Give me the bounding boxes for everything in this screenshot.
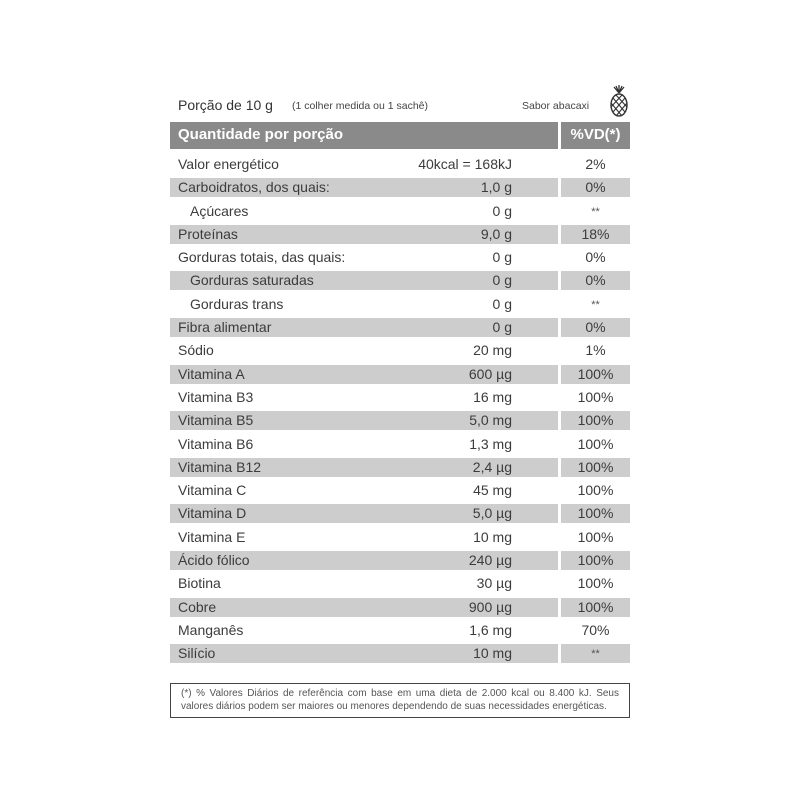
nutrient-name: Açúcares — [190, 202, 249, 219]
table-row — [170, 433, 630, 456]
table-row — [170, 502, 630, 525]
footnote: (*) % Valores Diários de referência com base em uma dieta de 2.000 kcal ou 8.400 kJ. Seus valores diários podem ser maiores ou menores dependendo de suas necessidades energéticas. — [170, 683, 630, 718]
table-row — [170, 596, 630, 619]
nutrient-rows — [170, 149, 630, 666]
nutrient-name: Manganês — [178, 621, 244, 638]
serving-portion: Porção de 10 g — [178, 97, 273, 113]
serving-measure: (1 colher medida ou 1 sachê) — [292, 100, 428, 112]
nutrient-vd: 0% — [585, 179, 606, 196]
nutrient-name: Proteínas — [178, 225, 238, 242]
table-row — [170, 619, 630, 642]
table-row — [170, 526, 630, 549]
table-header — [170, 122, 630, 149]
nutrient-vd: 100% — [577, 575, 614, 592]
pineapple-icon — [608, 84, 630, 118]
nutrient-vd: 0% — [585, 319, 606, 336]
nutrient-name: Vitamina B12 — [178, 458, 262, 475]
table-row — [170, 223, 630, 246]
nutrient-vd: 1% — [585, 342, 606, 359]
nutrient-amount: 1,6 mg — [469, 621, 512, 638]
table-row — [170, 386, 630, 409]
nutrient-name: Gorduras saturadas — [190, 272, 314, 289]
nutrient-amount: 45 mg — [473, 482, 512, 499]
nutrient-vd: 0% — [585, 249, 606, 266]
nutrient-name: Vitamina B3 — [178, 388, 254, 405]
nutrient-name: Ácido fólico — [178, 552, 250, 569]
nutrient-name: Vitamina B6 — [178, 435, 254, 452]
nutrition-facts-label — [170, 92, 630, 666]
nutrient-name: Gorduras totais, das quais: — [178, 249, 346, 266]
nutrient-amount: 0 g — [492, 202, 512, 219]
nutrient-vd: 100% — [577, 482, 614, 499]
nutrient-name: Carboidratos, dos quais: — [178, 179, 330, 196]
nutrient-amount: 40kcal = 168kJ — [418, 156, 512, 172]
nutrient-name: Silício — [178, 645, 216, 662]
nutrient-vd: ** — [591, 205, 600, 218]
nutrient-name: Vitamina E — [178, 528, 246, 545]
nutrient-amount: 240 µg — [468, 552, 512, 569]
header-vd: %VD(*) — [570, 126, 621, 143]
table-row — [170, 409, 630, 432]
nutrient-amount: 10 mg — [473, 528, 512, 545]
nutrient-amount: 0 g — [492, 319, 512, 336]
nutrient-amount: 1,3 mg — [469, 435, 512, 452]
nutrient-amount: 16 mg — [473, 388, 512, 405]
nutrient-name: Sódio — [178, 342, 214, 359]
table-row — [170, 200, 630, 223]
table-row — [170, 642, 630, 665]
nutrient-name: Fibra alimentar — [178, 319, 272, 336]
table-row — [170, 456, 630, 479]
nutrient-amount: 10 mg — [473, 645, 512, 662]
table-row — [170, 153, 630, 176]
nutrient-vd: 100% — [577, 598, 614, 615]
nutrient-vd: 100% — [577, 388, 614, 405]
table-row — [170, 549, 630, 572]
nutrient-amount: 600 µg — [468, 365, 512, 382]
table-row — [170, 246, 630, 269]
nutrient-vd: 2% — [585, 156, 606, 172]
nutrient-vd: 100% — [577, 365, 614, 382]
nutrient-vd: 100% — [577, 505, 614, 522]
nutrient-vd: 100% — [577, 552, 614, 569]
nutrient-vd: 100% — [577, 458, 614, 475]
nutrient-amount: 1,0 g — [480, 179, 512, 196]
nutrient-amount: 5,0 µg — [472, 505, 512, 522]
nutrient-amount: 5,0 mg — [469, 412, 512, 429]
nutrient-vd: 0% — [585, 272, 606, 289]
nutrient-name: Cobre — [178, 598, 217, 615]
nutrient-amount: 2,4 µg — [472, 458, 512, 475]
nutrient-amount: 20 mg — [473, 342, 512, 359]
nutrient-name: Biotina — [178, 575, 221, 592]
nutrient-vd: ** — [591, 648, 600, 661]
nutrient-name: Vitamina D — [178, 505, 247, 522]
table-row — [170, 363, 630, 386]
table-row — [170, 339, 630, 362]
table-row — [170, 572, 630, 595]
nutrient-vd: 18% — [581, 225, 610, 242]
nutrient-amount: 30 µg — [476, 575, 512, 592]
nutrient-amount: 900 µg — [468, 598, 512, 615]
nutrient-vd: 100% — [577, 435, 614, 452]
table-row — [170, 293, 630, 316]
nutrient-amount: 9,0 g — [480, 225, 512, 242]
nutrient-name: Gorduras trans — [190, 295, 284, 312]
nutrient-amount: 0 g — [492, 249, 512, 266]
nutrient-name: Vitamina C — [178, 482, 247, 499]
nutrient-name: Vitamina A — [178, 365, 245, 382]
flavor-label: Sabor abacaxi — [522, 100, 590, 112]
nutrient-name: Valor energético — [178, 156, 279, 172]
table-row — [170, 316, 630, 339]
nutrient-vd: 100% — [577, 412, 614, 429]
table-row — [170, 176, 630, 199]
table-row — [170, 269, 630, 292]
header-quantity: Quantidade por porção — [178, 126, 344, 143]
nutrient-vd: 70% — [581, 621, 610, 638]
serving-info — [170, 92, 630, 122]
table-row — [170, 479, 630, 502]
nutrient-vd: ** — [591, 298, 600, 311]
nutrient-vd: 100% — [577, 528, 614, 545]
nutrient-amount: 0 g — [492, 295, 512, 312]
nutrient-name: Vitamina B5 — [178, 412, 254, 429]
nutrient-amount: 0 g — [492, 272, 512, 289]
